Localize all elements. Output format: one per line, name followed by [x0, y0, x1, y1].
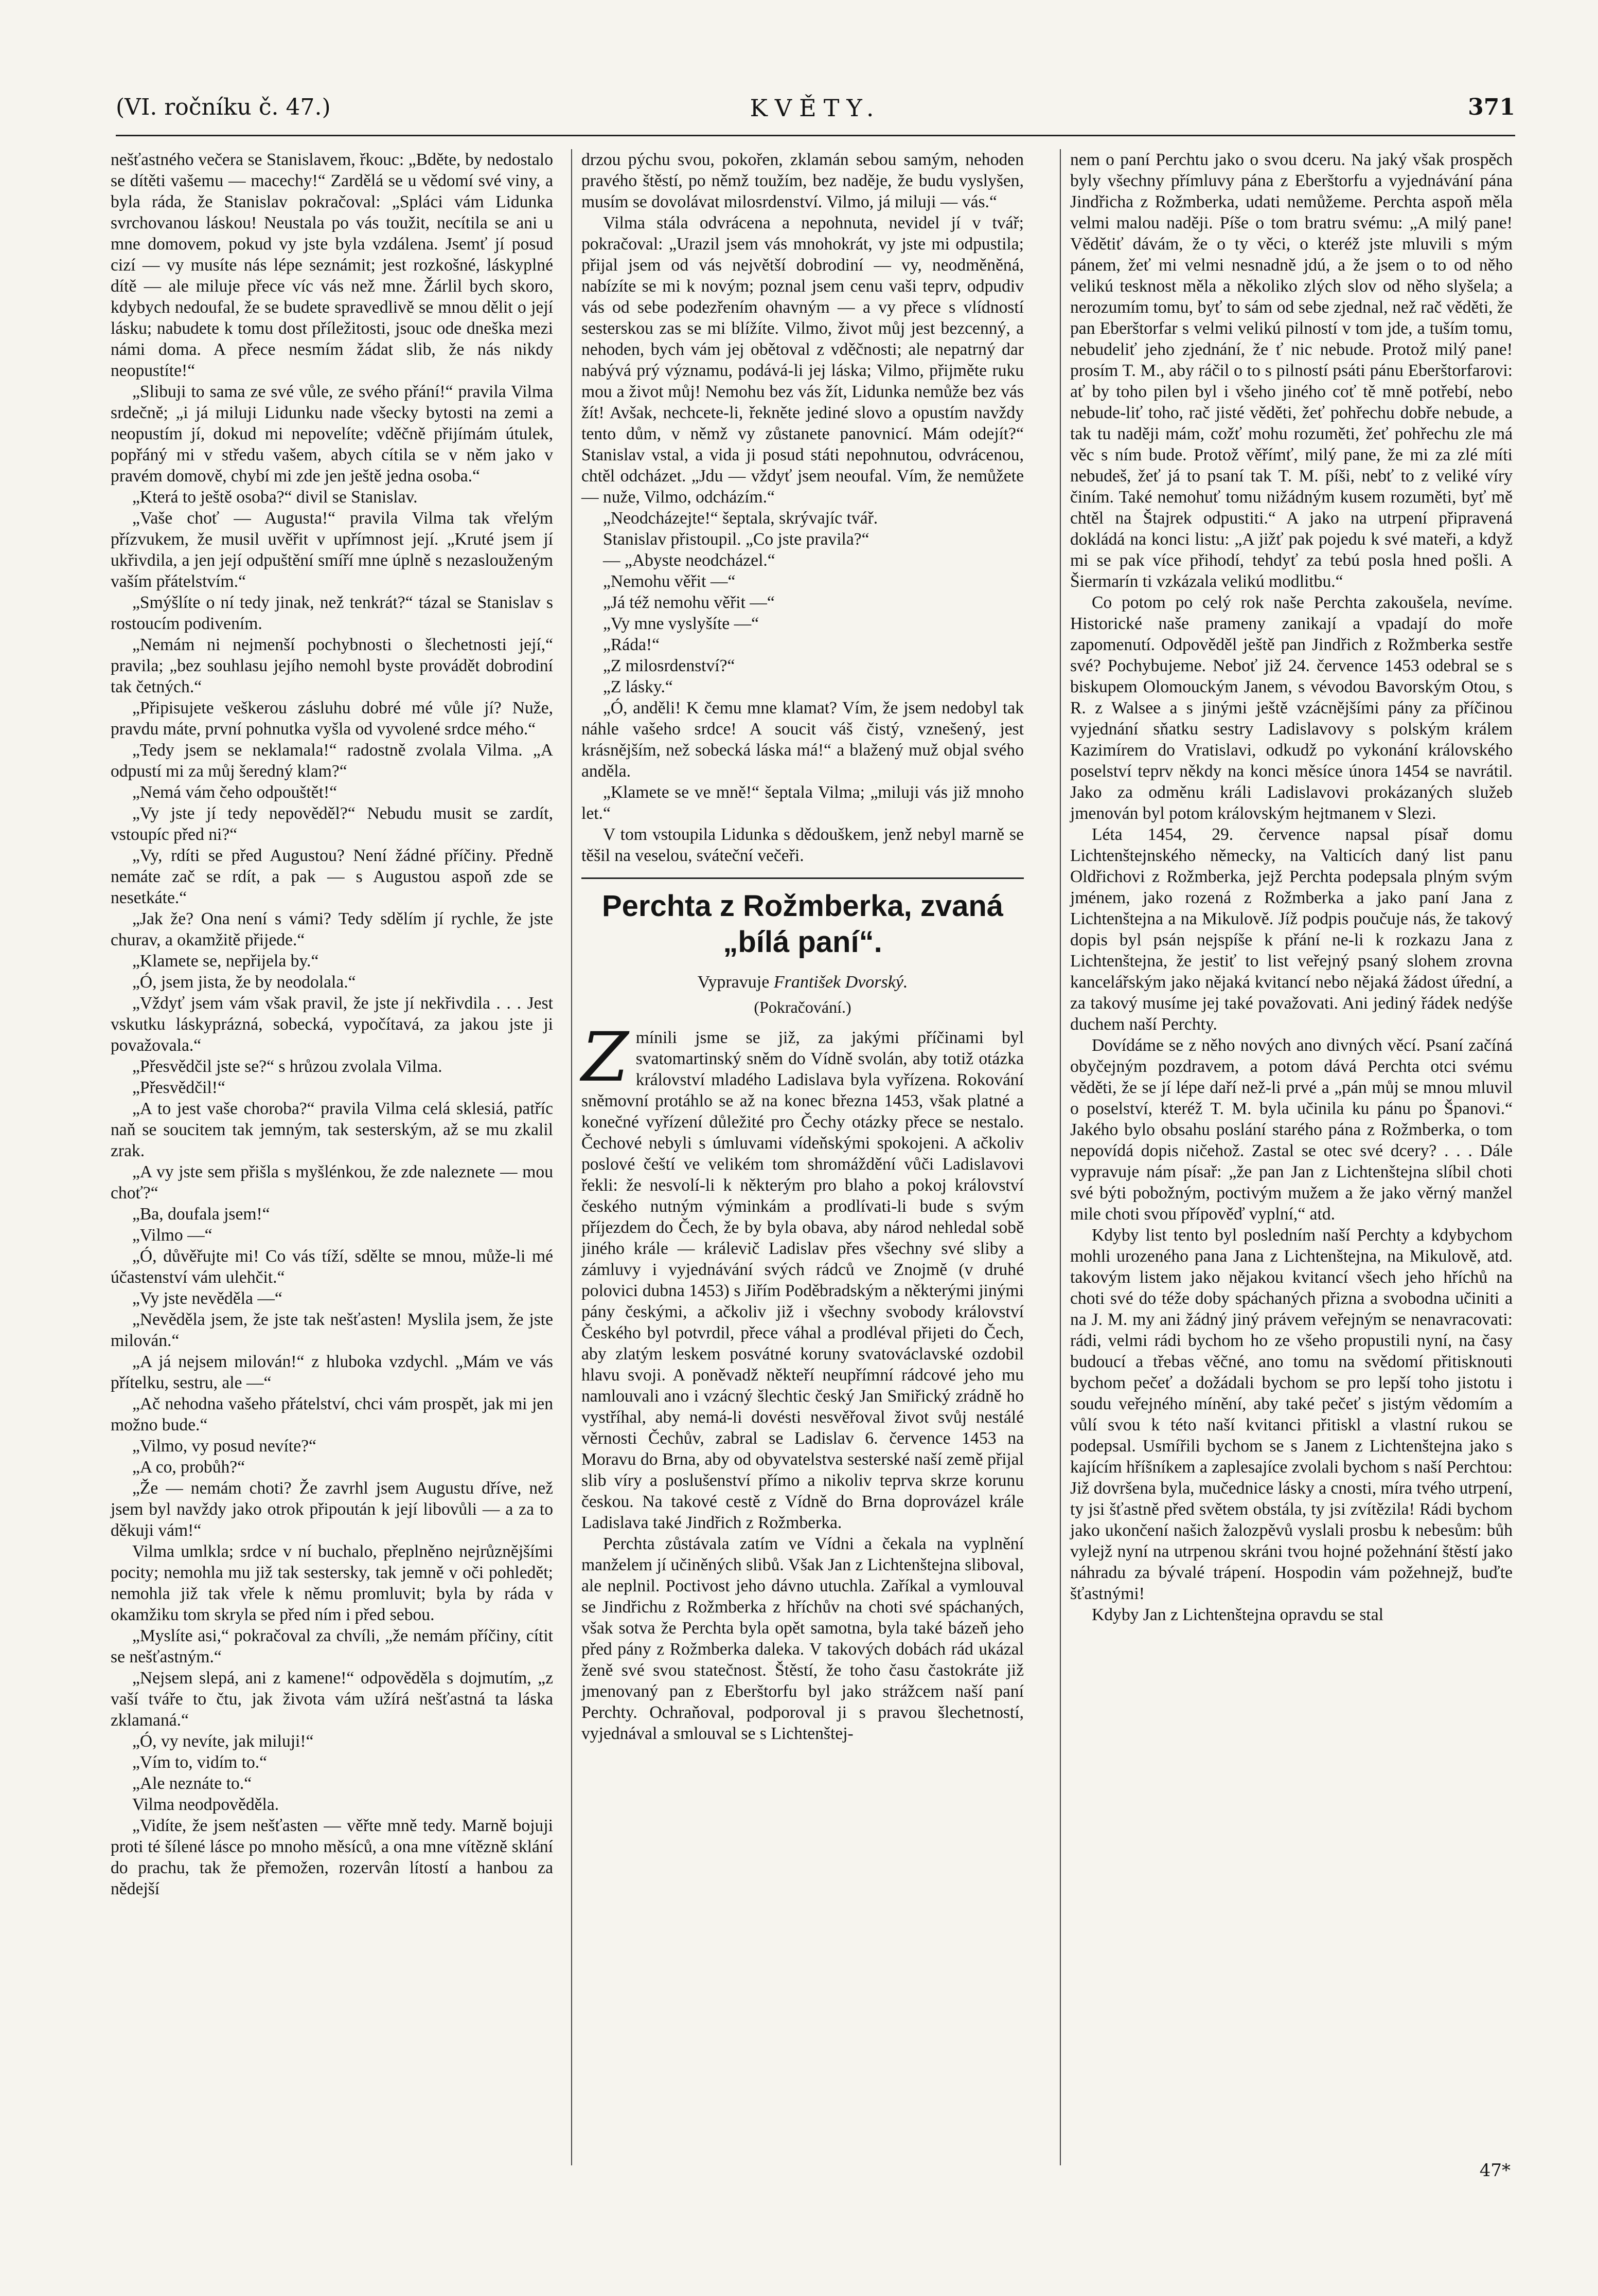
- paragraph: Dovídáme se z něho nových ano divných věcí. Psaní začíná obyčejným pozdravem, a potom dává Perchta otci svému věděti, že se jí lépe daří než-li prvé a „pán můj se mnou mluvil o poselství, kteréž T. M. byla učinila ku pánu po Španovi.“ Jakého bylo obsahu poslání starého pána z Rožmberka, o tom nepovídá dopis ničehož. Zastal se otec své dcery? . . . Dále vypravuje nám písař: „že pan Jan z Lichtenštejna slíbil choti své býti pobožným, poctivým mužem a že jako věrný manžel mile choti svou přípověď vyplní,“ atd.: [1070, 1036, 1513, 1224]
- paragraph: „A to jest vaše choroba?“ pravila Vilma celá sklesiá, patříc naň se soucitem tak jemným, tak sesterským, až se mu zkalil zrak.: [111, 1099, 553, 1160]
- paragraph: „Že — nemám choti? Že zavrhl jsem Augustu dříve, než jsem byl navždy jako otrok připoután k její libovůli — a za to děkuji vám!“: [111, 1479, 553, 1540]
- paragraph: „Vaše choť — Augusta!“ pravila Vilma tak vřelým přízvukem, že musil uvěřit v upřímnost její. „Kruté jsem jí ukřivdila, a jen její odpuštění smíří mne úplně s nezaslouženým vaším přátelstvím.“: [111, 509, 553, 591]
- journal-title: KVĚTY.: [750, 94, 881, 122]
- paragraph: „Přesvědčil!“: [132, 1078, 225, 1097]
- paragraph: Co potom po celý rok naše Perchta zakoušela, nevíme. Historické naše prameny zanikají a vpadají do moře zapomenutí. Odpověděl ještě pan Jindřich z Rožmberka sestře své? Pochybujeme. Neboť již 24. července 1453 odebral se s biskupem Olomouckým Janem, s vévodou Bavorským Otou, s R. z Walsee a s jinými ještě vzácnějšími pány za příčinou vyjednání sňatku sestry Ladislavovy s polským králem Kazimírem do Vratislavi, odkudž po vykonání královského poselství teprv někdy na konci měsíce února 1454 se navrátil. Jako za odměnu králi Ladislavovi prokázaných služeb jmenován byl potom královským hejtmanem v Slezi.: [1070, 593, 1513, 823]
- paragraph: „Nejsem slepá, ani z kamene!“ odpověděla s dojmutím, „z vaší tváře to čtu, jak života vám užírá nešťastná ta láska zklamaná.“: [111, 1669, 553, 1730]
- paragraph: „Vždyť jsem vám však pravil, že jste jí nekřivdila . . . Jest vskutku láskyprázná, sobecká, vypočítavá, za jakou jste ji považovala.“: [111, 994, 553, 1055]
- article-paragraph: Perchta zůstávala zatím ve Vídni a čekala na vyplnění manželem jí učiněných slibů. Však Jan z Lichtenštejna sliboval, ale neplnil. Poctivost jeho dávno utuchla. Zaříkal a vymlouval se Jindřichu z Rožmberka z hříchův na choti své spáchaných, však sotva že Perchta byla opět samotna, byla také bázeň jeho před pány z Rožmberka daleka. V takových dobách rád ukázal ženě své svou statečnost. Štěstí, že toho času častokráte již jmenovaný pan z Eberštorfu byl jako strážcem naší paní Perchty. Ochraňoval, podporoval ji s pravou šlechetností, vyjednával a smlouval se s Lichtenštej-: [581, 1534, 1024, 1743]
- paragraph: Vilma umlkla; srdce v ní buchalo, přeplněno nejrůznějšími pocity; nemohla mu již tak sestersky, tak jemně v oči pohledět; nemohla již tak vřele k němu promluvit; byla by ráda v okamžiku tom skryla se před ním i před sebou.: [111, 1542, 553, 1624]
- article-title: Perchta z Rožmberka, zvaná „bílá paní“.: [601, 889, 1004, 959]
- article-paragraph: [581, 1018, 1024, 1533]
- paragraph: „Smýšlíte o ní tedy jinak, než tenkrát?“ tázal se Stanislav s rostoucím podivením.: [111, 593, 553, 633]
- paragraph: „Ale neznáte to.“: [132, 1774, 252, 1793]
- paragraph: „Ó, jsem jista, že by neodolala.“: [132, 973, 356, 992]
- paragraph: V tom vstoupila Lidunka s dědouškem, jenž nebyl marně se těšil na veselou, sváteční večeři.: [581, 825, 1024, 865]
- paragraph: „Ó, vy nevíte, jak miluji!“: [132, 1732, 314, 1751]
- paragraph: „Ó, důvěřujte mi! Co vás tíží, sdělte se mnou, může-li mé účastenství vám ulehčit.“: [111, 1247, 553, 1287]
- paragraph: „Ráda!“: [603, 635, 660, 654]
- paragraph: „Přesvědčil jste se?“ s hrůzou zvolala Vilma.: [132, 1057, 442, 1076]
- page-number: 371: [1468, 94, 1515, 120]
- column-1: [111, 149, 553, 1899]
- paragraph: — „Abyste neodcházel.“: [603, 551, 775, 570]
- story-ending: [581, 149, 1024, 866]
- paragraph: „Já též nemohu věřit —“: [603, 593, 775, 612]
- issue-label: (VI. ročníku č. 47.): [116, 94, 331, 120]
- paragraph: „Klamete se, nepřijela by.“: [132, 952, 319, 971]
- paragraph: Kdyby Jan z Lichtenštejna opravdu se stal: [1092, 1605, 1383, 1624]
- paragraph: „A vy jste sem přišla s myšlénkou, že zde naleznete — mou choť?“: [111, 1162, 553, 1203]
- paragraph: „Vy jste nevěděla —“: [132, 1289, 282, 1308]
- column-separator: [1060, 149, 1061, 2165]
- paragraph: „Myslíte asi,“ pokračoval za chvíli, „že nemám příčiny, cítit se nešťastným.“: [111, 1626, 553, 1666]
- paragraph: nešťastného večera se Stanislavem, řkouc: „Bděte, by nedostalo se dítěti vašemu — macechy!“ Zardělá se u vědomí své viny, a byla ráda, že Stanislav pokračoval: „Spláci vám Lidunka svrchovanou láskou! Neustala po vás toužit, necítila se ani u mne domovem, pokud vy jste byla vzdálena. Jsemť jí posud cizí — vy musíte nás lépe seznámit; jest rozkošné, láskyplné dítě — ale miluje přece víc vás než mne. Žárlil bych skoro, kdybych nedoufal, že se budete spravedlivě se mnou dělit o její lásku; nabudete k tomu dost příležitosti, jsouc ode dneška mezi námi doma. A přece nesmím žádat slib, že nás nikdy neopustíte!“: [111, 150, 553, 380]
- paragraph: „A co, probůh?“: [132, 1458, 245, 1477]
- paragraph: „Nevěděla jsem, že jste tak nešťasten! Myslila jsem, že jste milován.“: [111, 1310, 553, 1350]
- paragraph: „Z milosrdenství?“: [603, 656, 735, 675]
- paragraph: „Vy, rdíti se před Augustou? Není žádné příčiny. Předně nemáte zač se rdít, a pak — s Augustou aspoň zde se nesetkáte.“: [111, 846, 553, 907]
- author-name: František Dvorský.: [773, 973, 908, 992]
- column-separator: [571, 149, 572, 2165]
- paragraph: Vilma stála odvrácena a nepohnuta, nevidel jí v tvář; pokračoval: „Urazil jsem vás mnohokrát, vy jste mi odpustila; přijal jsem od vás největší dobrodiní — vy, neodměněná, nabízíte se mi k novým; poznal jsem cenu vaši teprv, odpudiv vás od sebe podezřením ohavným — a vy přece s vlídností sesterskou zas se mi blížíte. Vilmo, život můj jest bezcenný, a nehoden, bych vám jej obětoval z vděčnosti; ale nepatrný dar nabývá prý významu, podává-li jej láska; Vilmo, přijměte ruku mou a život můj! Nemohu bez vás žít, Lidunka nemůže bez vás žít! Avšak, nechcete-li, řekněte jediné slovo a opustím navždy tento dům, v němž vy zůstanete panovnicí. Mám odejít?“ Stanislav vstal, a vida ji posud státi nepohnutou, odvrácenou, chtěl odcházet. „Jdu — vždyť jsem neoufal. Vím, že nemůžete — nuže, Vilmo, odcházím.“: [581, 213, 1024, 507]
- paragraph: „Vím to, vidím to.“: [132, 1753, 268, 1772]
- paragraph: nem o paní Perchtu jako o svou dceru. Na jaký však prospěch byly všechny přímluvy pána z Eberštorfu a vyjednávání pána Jindřicha z Rožmberka, udati nemůžeme. Perchta aspoň měla velmi malou naději. Píše o tom bratru svému: „A milý pane! Vědětiť dávám, že o ty věci, o kteréž jste mluvili s mým pánem, žeť mi velmi nesnadně jdú, a že jsem o to od něho velikú tesknost měla a několiko zlých slov od něho slyšela; a nerozumím tomu, byť to sám od sebe zjednal, než rač věděti, že pan Eberštorfar s velmi velikú pilností v tom jde, a tuším tomu, nebudeliť jeho zjednání, že ť nic nebude. Protož milý pane! prosím T. M., aby ráčil o to s pilností psáti pánu Eberštorfarovi: ať by toho pilen byl i všeho jiného coť tě mně potřebí, nebo nebude-liť toho, rač jisté věděti, žeť pohřechu dobře nebude, a tak tu naději mám, cožť mohu rozuměti, žeť pohřechu zle má věc s ním bude. Protož věřímť, milý pane, že mi za zlé míti nebudeš, žeť já to psaní tak T. M. píši, nebť to z veliké víry činím. Také nemohuť tomu nižádným kusem rozuměti, byť mě chtěl na Štajrek odpustiti.“ A jako na utrpení připravená dokládá na konci listu: „A jižť pak pojedu k své mateři, a když mi se pak více přihodí, tehdyť za tebú posla hned pošli. A Šiermarín ti vzkázala velikú modlitbu.“: [1070, 150, 1513, 591]
- paragraph: „Vy jste jí tedy nepověděl?“ Nebudu musit se zardít, vstoupíc před ni?“: [111, 804, 553, 844]
- signature-mark: 47*: [1479, 2160, 1511, 2181]
- column-3: [1070, 149, 1513, 1625]
- paragraph: „Připisujete veškerou zásluhu dobré mé vůle jí? Nuže, pravdu máte, první pohnutka vyšla od vyvolené srdce mého.“: [111, 698, 553, 739]
- article-paragraph-text: mínili jsme se již, za jakými příčinami byl svatomartinský sněm do Vídně svolán, aby totiž otázka království mladého Ladislava byla vyřízena. Rokování sněmovní protáhlo se až na konec března 1453, však platné a konečné vyřízení důležité pro Čechy otázky přece se nestalo. Čechové nebyli s úmluvami vídeňskými spokojeni. A ačkoliv poslové čeští ve velikém tom shromáždění vůči Ladislavovi řekli: že nesvolí-li k některým pro blaho a pokoj království českého nutným výminkám a prodlívati-li bude s svým příjezdem do Čech, že by byla obava, aby národ nehledal sobě jiného krále — králevič Ladislav přes všechny své sliby a zámluvy i vyjednávání svých rádců ve Znojmě (v druhé polovici dubna 1453) s Jiřím Poděbradským a některými jinými pány českými, a ačkoliv již i všechny svobody království Českého byl potvrdil, přece váhal a prodléval přijeti do Čech, aby zlatým leskem posvátné koruny svatováclavské ozdobil hlavu svoji. A poněvadž někteří neupřímní rádcové jeho mu namlouvali ano i vzácný šlechtic český Jan Smiřický zrádně ho vystříhal, aby nemá-li dovésti nesvěřoval život svůj nestálé věrnosti Čechův, zabral se Ladislav 6. července 1453 na Moravu do Brna, aby od obyvatelstva sesterské naší země přijal slib víry a poslušenství přímo a nikoliv teprva skrze korunu českou. Na takové cestě z Vídně do Brna doprovázel krále Ladislava také Jindřich z Rožmberka.: [581, 1028, 1024, 1532]
- paragraph: „Vilmo —“: [132, 1226, 212, 1245]
- byline-prefix: Vypravuje: [697, 973, 770, 992]
- paragraph: „Ba, doufala jsem!“: [132, 1205, 270, 1224]
- paragraph: „Vilmo, vy posud nevíte?“: [132, 1437, 316, 1456]
- paragraph: „Tedy jsem se neklamala!“ radostně zvolala Vilma. „A odpustí mi za můj šeredný klam?“: [111, 741, 553, 781]
- paragraph: „Neodcházejte!“ šeptala, skrývajíc tvář.: [603, 509, 878, 528]
- paragraph: „Vidíte, že jsem nešťasten — věřte mně tedy. Marně bojuji proti té šílené lásce po mnoho měsíců, a ona mne vítězně sklání do prachu, tak že přemožen, rozervân lítostí a hanbou za nědejší: [111, 1816, 553, 1898]
- column-2: [581, 149, 1024, 1744]
- paragraph: „Nemohu věřit —“: [603, 572, 736, 591]
- paragraph: Kdyby list tento byl posledním naší Perchty a kdybychom mohli urozeného pana Jana z Lichtenštejna, na Mikulově, atd. takovým listem jako nějakou kvitancí všech jeho hříchů na choti své do téže doby spáchaných přizna a svobodna učiniti a na J. M. my ani žádný jiný právem veřejným se nenavracovati: rádi, velmi rádi bychom ho ze všeho propustili nyní, na časy budoucí a třebas věčné, ano tomu na svědomí přitisknouti bychom pečeť a dožádali bychom se pro lepší toho jistotu i soudu veřejného mínění, aby také pečeť s jistým vědomím a vůlí svou k této naší kvitanci přitiskl a vlastní rukou se podepsal. Usmířili bychom se s Janem z Lichtenštejna jako s kajícím hříšníkem a zaplesajíce zvolali bychom s naší Perchtou: Již dovršena byla, mučednice lásky a cnosti, míra tvého utrpení, ty jsi šťastně před světem obstála, ty jsi zvítězila! Rádi bychom jako ukončení našich žalozpěvů vyslali prosbu k nebesům: bůh vylejž nyní na utrpenou skráni tvou hojné požehnání štěstí jako náhradu za bývalé trápení. Hospodin vám požehnejž, buďte šťastnými!: [1070, 1226, 1513, 1603]
- section-rule: [581, 877, 1024, 879]
- header-rule: [116, 135, 1515, 136]
- paragraph: „Klamete se ve mně!“ šeptala Vilma; „miluji vás již mnoho let.“: [581, 783, 1024, 823]
- paragraph: „Ó, anděli! K čemu mne klamat? Vím, že jsem nedobyl tak náhle vašeho srdce! A soucit váš čistý, vznešený, jest krásnějším, než sobecká láska má!“ a blažený muž objal svého anděla.: [581, 698, 1024, 781]
- paragraph: „Vy mne vyslyšíte —“: [603, 614, 759, 633]
- paragraph: „Která to ještě osoba?“ divil se Stanislav.: [132, 488, 418, 507]
- article-byline: [581, 972, 1024, 993]
- paragraph: „Slibuji to sama ze své vůle, ze svého přání!“ pravila Vilma srdečně; „i já miluji Lidunku nade všecky bytosti na zemi a neopustím jí, dokud mi nepovelíte; vděčně přijímám útulek, popřáný mi v středu vašem, abych cítila se v něm jako v pravém domově, chybí mi zde jen ještě jedna osoba.“: [111, 382, 553, 486]
- paragraph: „Ač nehodna vašeho přátelství, chci vám prospět, jak mi jen možno bude.“: [111, 1394, 553, 1434]
- paragraph: Stanislav přistoupil. „Co jste pravila?“: [603, 530, 869, 549]
- drop-cap: Z: [581, 1018, 629, 1097]
- paragraph: „Z lásky.“: [603, 677, 673, 696]
- continued-note: (Pokračování.): [754, 998, 851, 1016]
- paragraph: drzou pýchu svou, pokořen, zklamán sebou samým, nehoden pravého štěstí, po němž toužím, bez naděje, že budu vyslyšen, musím se dovolávat milosrdenství. Vilmo, já miluji — vás.“: [581, 150, 1024, 211]
- paragraph: „Nemám ni nejmenší pochybnosti o šlechetnosti její,“ pravila; „bez souhlasu jejího nemohl byste provádět dobrodiní tak četných.“: [111, 635, 553, 696]
- paragraph: Vilma neodpověděla.: [132, 1795, 279, 1814]
- paragraph: „Nemá vám čeho odpouštět!“: [132, 783, 338, 802]
- page-header: [116, 90, 1515, 131]
- paragraph: Léta 1454, 29. července napsal písař domu Lichtenštejnského německy, na Valticích daný list panu Oldřichovi z Rožmberka, jejž Perchta podepsala plným svým jménem, jako rozená z Rožmberka a jako paní Jana z Lichtenštejna a na Mikulově. Jíž podpis poučuje nás, že takový dopis byl psán nejspíše k přání ne-li k rozkazu Jana z Lichtenštejna, že jestiť to list veřejný psaný slohem zrovna kancelářským jako nějaká kvitancí nebo nějaká žádost úřední, a za takový musíme jej také považovati. Ani jediný řádek nedýše duchem naší Perchty.: [1070, 825, 1513, 1034]
- paragraph: „Jak že? Ona není s vámi? Tedy sdělím jí rychle, že jste churav, a okamžitě přijede.“: [111, 909, 553, 949]
- paragraph: „A já nejsem milován!“ z hluboka vzdychl. „Mám ve vás přítelku, sestru, ale —“: [111, 1352, 553, 1392]
